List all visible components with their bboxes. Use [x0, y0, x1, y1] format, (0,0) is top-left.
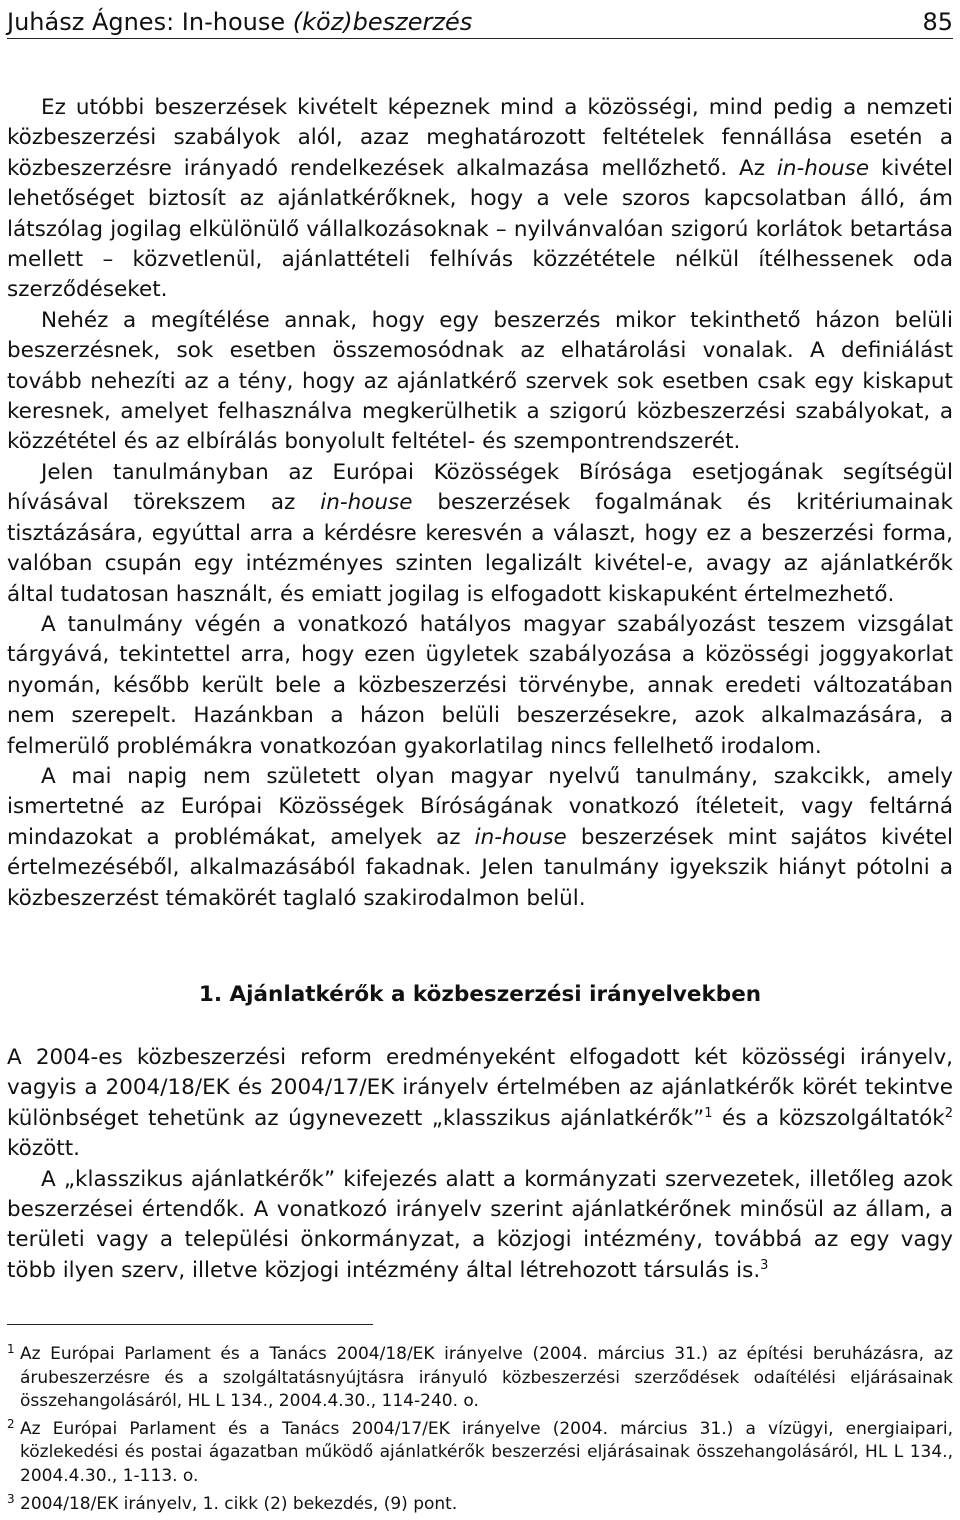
footnote-ref[interactable]: 2: [944, 1105, 954, 1121]
text-run: Jelen tanulmányban az Európai Közösségek Bírósága esetjogának segítségül hívásával törekszem az: [7, 459, 953, 516]
italic-term: in-house: [320, 490, 413, 516]
intro-text: [7, 93, 953, 914]
page-number: 85: [922, 8, 953, 36]
section-heading: 1. Ajánlatkérők a közbeszerzési irányelvekben: [198, 982, 762, 1007]
text-run: között.: [7, 1136, 80, 1162]
footnote-text: Az Európai Parlament és a Tanács 2004/17/EK irányelve (2004. március 31.) a vízügyi, energiaipari, közlekedési és postai ágazatban működő ajánlatkérők beszerzési eljárásainak összehangolásáról, HL L 134., 2004.4.30., 1-113. o.: [20, 1418, 953, 1486]
text-run: beszerzések mint sajátos kivétel értelmezéséből, alkalmazásából fakadnak. Jelen tanulmány igyekszik hiányt pótolni a közbeszerzést témakörét taglaló szakirodalmon belül.: [7, 824, 953, 911]
page-header: [7, 6, 953, 39]
section-text: [7, 1043, 953, 1286]
text-run: kivétel lehetőséget biztosít az ajánlatkérőknek, hogy a vele szoros kapcsolatban álló, ám látszólag jogilag elkülönülő vállalkozásoknak – nyilvánvalóan szigorú korlátok betartása mellett – közvetlenül, ajánlattételi felhívás közzététele nélkül ítélhessenek oda szerződéseket.: [7, 155, 954, 303]
text-run: és a közszolgáltatók: [712, 1105, 945, 1131]
footnote-ref[interactable]: 3: [760, 1257, 769, 1273]
text-run: A 2004-es közbeszerzési reform eredményeként elfogadott két közösségi irányelv, vagyis a 2004/18/EK és 2004/17/EK irányelv értelmében az ajánlatkérők körét tekintve különbséget tehetünk az úgynevezett „klasszikus ajánlatkérők”: [7, 1045, 953, 1131]
running-title-text: Juhász Ágnes: In-house: [7, 8, 293, 36]
paragraph: [7, 1165, 953, 1287]
paragraph: A tanulmány végén a vonatkozó hatályos magyar szabályozást teszem vizsgálat tárgyává, tekintettel arra, hogy ezen ügyletek szabályozása a közösségi joggyakorlat nyomán, később került bele a közbeszerzési törvénybe, annak eredeti változatában nem szerepelt. Hazánkban a házon belüli beszerzésekre, azok alkalmazására, a felmerülő problémákra vonatkozóan gyakorlatilag nincs fellelhető irodalom.: [7, 611, 953, 759]
footnote: [7, 1418, 953, 1489]
footnote: [7, 1493, 953, 1517]
footnote-mark: 2: [7, 1416, 15, 1431]
text-run: beszerzések fogalmának és kritériumainak tisztázására, egyúttal arra a kérdésre keresvén a választ, hogy ez a beszerzési forma, valóban csupán egy intézményes szinten legalizált kivétel-e, avagy az ajánlatkérők által tudatosan használt, és emiatt jogilag is elfogadott kiskapuként értelmezhető.: [7, 490, 953, 607]
paragraph: [7, 762, 953, 914]
footnote-mark: 1: [7, 1342, 15, 1356]
footnotes: [7, 1343, 953, 1520]
text-run: A „klasszikus ajánlatkérők” kifejezés alatt a kormányzati szervezetek, illetőleg azok beszerzései értendők. A vonatkozó irányelv szerint ajánlatkérőnek minősül az állam, a területi vagy a települési önkormányzat, a közjogi intézmény, továbbá az egy vagy több ilyen szerv, illetve közjogi intézmény által létrehozott társulás is.: [7, 1166, 953, 1283]
running-title-italic: (köz)beszerzés: [292, 8, 473, 36]
text-run: A mai napig nem született olyan magyar nyelvű tanulmány, szakcikk, amely ismertetné az Európai Közösségek Bíróságának vonatkozó ítéleteit, vagy feltárná mindazokat a problémákat, amelyek az: [7, 763, 953, 850]
footnote-separator: [7, 1324, 373, 1325]
footnote-mark: 3: [7, 1491, 15, 1506]
italic-term: in-house: [474, 824, 567, 850]
running-title: [7, 8, 472, 36]
paragraph: Nehéz a megítélése annak, hogy egy beszerzés mikor tekinthető házon belüli beszerzésnek, sok esetben összemosódnak az elhatárolási vonalak. A definiálást tovább nehezíti az a tény, hogy az ajánlatkérő szervek sok esetben csak egy kiskaput keresnek, amelyet felhasználva megkerülhetik a szigorú közbeszerzési szabályokat, a közzététel és az elbírálás bonyolult feltétel- és szempontrendszerét.: [7, 307, 953, 455]
footnote-ref[interactable]: 1: [704, 1105, 713, 1121]
text-run: Ez utóbbi beszerzések kivételt képeznek mind a közösségi, mind pedig a nemzeti közbeszerzési szabályok alól, azaz meghatározott feltételek fennállása esetén a közbeszerzésre irányadó rendelkezések alkalmazása mellőzhető. Az: [7, 95, 953, 181]
italic-term: in-house: [776, 155, 870, 181]
paragraph: [7, 93, 953, 306]
paragraph: [7, 458, 953, 610]
footnote-text: 2004/18/EK irányelv, 1. cikk (2) bekezdés, (9) pont.: [20, 1493, 458, 1514]
footnote-text: Az Európai Parlament és a Tanács 2004/18/EK irányelve (2004. március 31.) az építési beruházásra, az árubeszerzésre és a szolgáltatásnyújtásra irányuló közbeszerzési szerződések odaítélési eljárásainak összehangolásáról, HL L 134., 2004.4.30., 114-240. o.: [20, 1344, 953, 1412]
footnote: [7, 1343, 953, 1414]
paragraph: [7, 1043, 953, 1165]
